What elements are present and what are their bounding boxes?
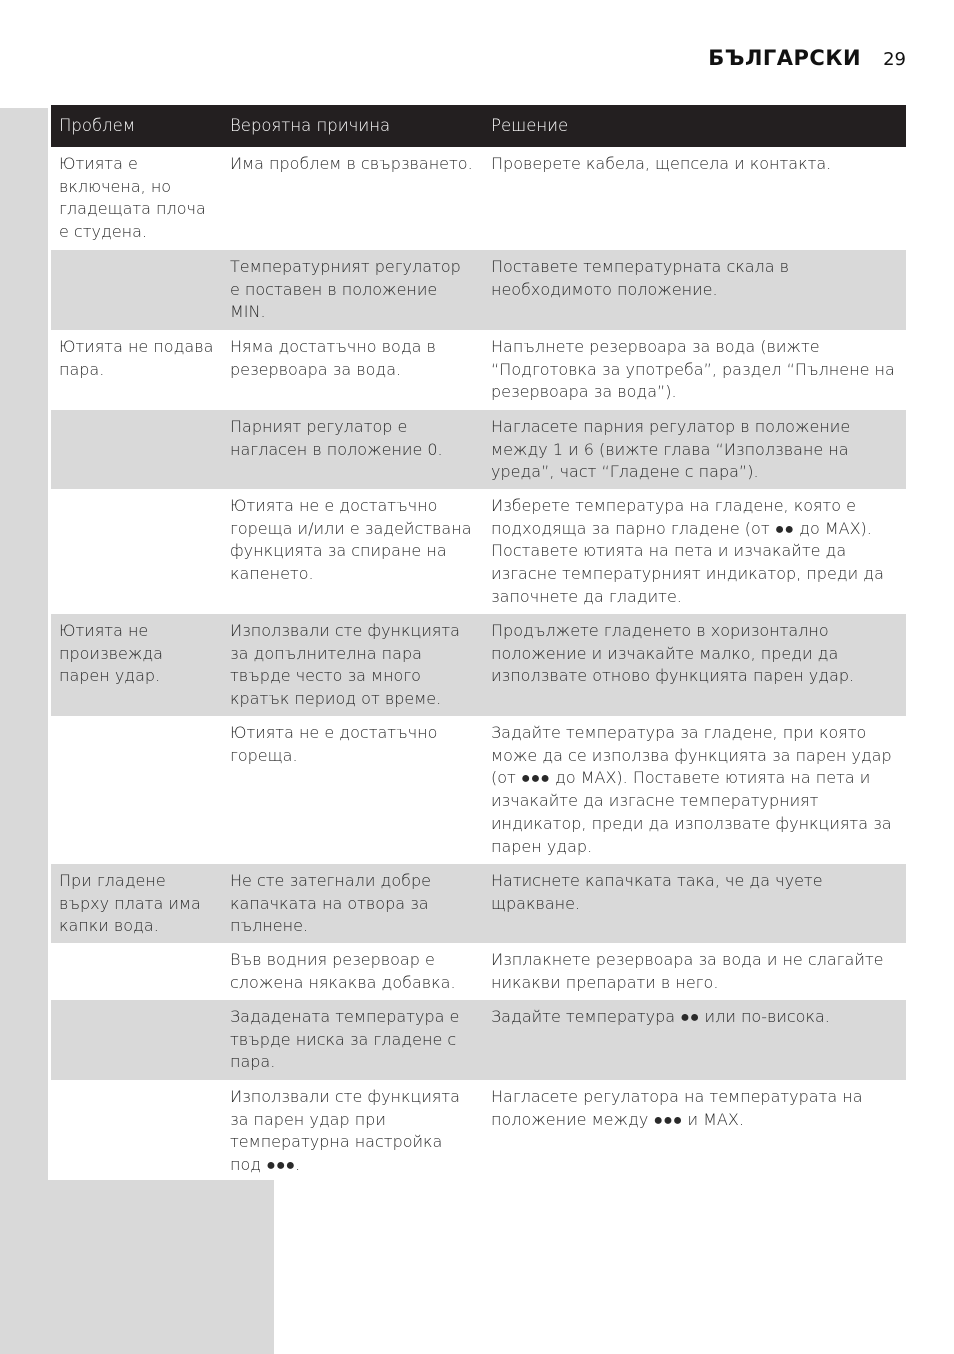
problem-cell [51,1080,222,1182]
solution-cell: Изплакнете резервоара за вода и не слагайте никакви препарати в него. [491,950,884,992]
page-number: 29 [883,49,906,70]
solution-cell: Напълнете резервоара за вода (вижте “Подготовка за употреба”, раздел “Пълнене на резервоара за вода”). [491,337,895,402]
table-row [51,1000,906,1080]
cause-cell: Зададената температура е твърде ниска за гладене с пара. [230,1007,460,1072]
table-header-row [51,105,906,147]
problem-cell: Ютията не произвежда парен удар. [59,621,163,686]
solution-cell: Задайте температура за гладене, при която може да се използва функцията за парен удар (от ●●● до MAX). Поставете ютията на пета и изчакайте да изгасне температурният индикатор, преди да използвате функцията за парен удар. [491,723,892,856]
cause-cell: Използвали сте функцията за допълнителна пара твърде често за много кратък период от време. [230,621,460,709]
bottom-band [0,1180,274,1354]
column-header-problem: Проблем [59,115,136,135]
cause-cell: Ютията не е достатъчно гореща и/или е задействана функцията за спиране на капенето. [230,496,472,584]
page-header [708,46,906,70]
table-row [51,147,906,250]
table-row [51,250,906,330]
problem-cell: Ютията е включена, но гладещата плоча е студена. [59,154,206,242]
cause-cell: Парният регулатор е нагласен в положение 0. [230,417,443,459]
table-row [51,1080,906,1182]
table-row [51,716,906,864]
table-row [51,943,906,1000]
problem-cell [51,250,222,330]
cause-cell: Температурният регулатор е поставен в положение MIN. [230,257,461,322]
solution-cell: Нагласете парния регулатор в положение между 1 и 6 (вижте глава “Използване на уреда”, част “Гладене с пара”). [491,417,851,482]
solution-cell: Задайте температура ●● или по-висока. [491,1007,830,1026]
table-row [51,410,906,489]
table-row [51,614,906,716]
cause-cell: Във водния резервоар е сложена някаква добавка. [230,950,456,992]
problem-cell: Ютията не подава пара. [59,337,214,379]
solution-cell: Продължете гладенето в хоризонтално положение и изчакайте малко, преди да използвате отново функцията парен удар. [491,621,855,686]
solution-cell: Нагласете регулатора на температурата на положение между ●●● и MAX. [491,1087,863,1129]
problem-cell [51,943,222,1000]
problem-cell [51,716,222,864]
problem-cell [51,1000,222,1080]
table-row [51,330,906,410]
cause-cell: Използвали сте функцията за парен удар при температурна настройка под ●●●. [230,1087,460,1175]
cause-cell: Няма достатъчно вода в резервоара за вода. [230,337,436,379]
table-row [51,489,906,614]
problem-cell: При гладене върху плата има капки вода. [59,871,201,936]
cause-cell: Не сте затегнали добре капачката на отвора за пълнене. [230,871,431,936]
table-row [51,864,906,943]
solution-cell: Натиснете капачката така, че да чуете щракване. [491,871,823,913]
cause-cell: Ютията не е достатъчно гореща. [230,723,438,765]
column-header-solution: Решение [491,115,569,135]
solution-cell: Проверете кабела, щепсела и контакта. [491,154,832,173]
solution-cell: Изберете температура на гладене, която е подходяща за парно гладене (от ●● до MAX). Поставете ютията на пета и изчакайте да изгасне температурният индикатор, преди да започнете да гладите. [491,496,884,606]
language-title: БЪЛГАРСКИ [708,46,862,70]
side-band [0,108,48,1354]
column-header-cause: Вероятна причина [230,115,391,135]
problem-cell [51,410,222,489]
cause-cell: Има проблем в свързването. [230,154,473,173]
solution-cell: Поставете температурната скала в необходимото положение. [491,257,790,299]
troubleshooting-table [51,105,906,1182]
problem-cell [51,489,222,614]
